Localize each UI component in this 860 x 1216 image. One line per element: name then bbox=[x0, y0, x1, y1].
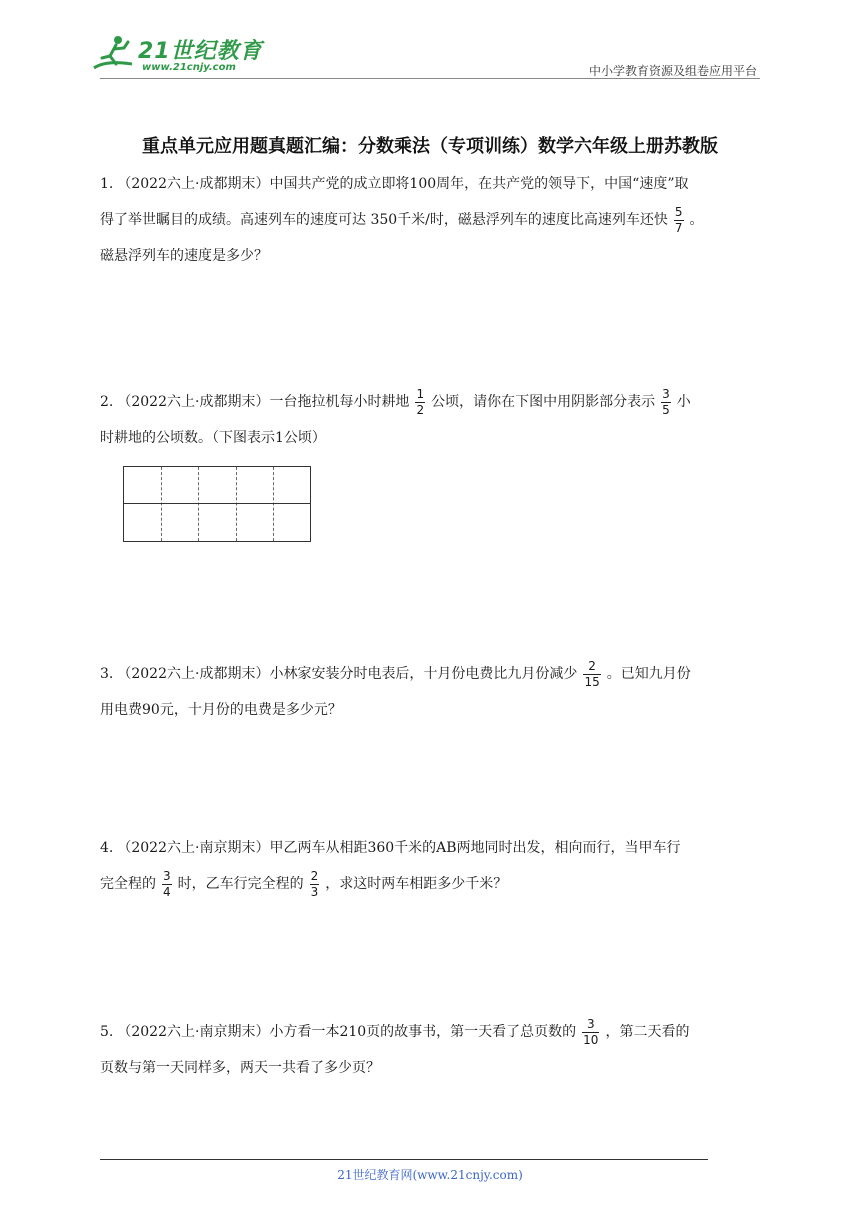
question-number: 3. bbox=[100, 666, 114, 682]
denominator: 3 bbox=[310, 884, 319, 899]
fraction bbox=[674, 206, 684, 235]
page-header bbox=[0, 0, 860, 80]
question-text: ，第二天看的 bbox=[605, 1024, 690, 1040]
denominator: 10 bbox=[583, 1032, 599, 1047]
question-text: 。 bbox=[689, 212, 704, 228]
question-text: （2022六上·成都期末）小林家安装分时电表后，十月份电费比九月份减少 bbox=[117, 666, 578, 682]
question-text: 磁悬浮列车的速度是多少？ bbox=[100, 248, 268, 264]
grid-line bbox=[161, 467, 162, 541]
fraction bbox=[162, 870, 172, 899]
question-text: 时，乙车行完全程的 bbox=[177, 876, 304, 892]
question-text: ，求这时两车相距多少千米？ bbox=[325, 876, 508, 892]
grid-line bbox=[198, 467, 199, 541]
question-text: 得了举世瞩目的成绩。高速列车的速度可达 350千米/时，磁悬浮列车的速度比高速列车还快 bbox=[100, 212, 668, 228]
numerator: 3 bbox=[662, 386, 670, 401]
numerator: 2 bbox=[310, 868, 319, 883]
question-text: （2022六上·南京期末）小方看一本210页的故事书，第一天看了总页数的 bbox=[117, 1024, 577, 1040]
fraction bbox=[583, 660, 600, 689]
document-title: 重点单元应用题真题汇编：分数乘法（专项训练）数学六年级上册苏教版 bbox=[142, 136, 718, 157]
question-number: 4. bbox=[100, 840, 114, 856]
denominator: 5 bbox=[662, 402, 670, 417]
platform-name: 中小学教育资源及组卷应用平台 bbox=[588, 64, 757, 78]
logo-text: 21世纪教育 bbox=[138, 39, 263, 64]
question-number: 2. bbox=[100, 394, 114, 410]
logo-url: www.21cnjy.com bbox=[142, 62, 236, 73]
question-2 bbox=[100, 384, 762, 456]
runner-logo-icon bbox=[92, 34, 136, 74]
question-4 bbox=[100, 830, 762, 902]
numerator: 2 bbox=[588, 658, 596, 673]
header-divider bbox=[100, 78, 760, 79]
question-1 bbox=[100, 166, 762, 274]
question-text: 页数与第一天同样多，两天一共看了多少页？ bbox=[100, 1060, 380, 1076]
question-text: （2022六上·成都期末）一台拖拉机每小时耕地 bbox=[117, 394, 410, 410]
question-number: 5. bbox=[100, 1024, 114, 1040]
question-5 bbox=[100, 1014, 762, 1086]
numerator: 5 bbox=[674, 204, 683, 219]
footer-divider bbox=[100, 1159, 708, 1160]
denominator: 4 bbox=[163, 884, 171, 899]
numerator: 3 bbox=[163, 868, 171, 883]
fraction bbox=[310, 870, 320, 899]
denominator: 15 bbox=[584, 674, 600, 689]
fraction bbox=[661, 388, 671, 417]
grid-line bbox=[273, 467, 274, 541]
question-text: 小 bbox=[676, 394, 691, 410]
question-text: （2022六上·南京期末）甲乙两车从相距360千米的AB两地同时出发，相向而行，当甲车行 bbox=[117, 840, 681, 856]
question-text: 用电费90元，十月份的电费是多少元？ bbox=[100, 702, 342, 718]
question-text: 时耕地的公顷数。（下图表示1公顷） bbox=[100, 430, 326, 446]
grid-line bbox=[236, 467, 237, 541]
grid-line bbox=[124, 503, 310, 504]
hectare-grid-figure bbox=[123, 466, 311, 542]
fraction bbox=[582, 1018, 599, 1047]
numerator: 1 bbox=[416, 386, 425, 401]
question-text: （2022六上·成都期末）中国共产党的成立即将100周年，在共产党的领导下，中国“速度”取 bbox=[117, 176, 689, 192]
fraction bbox=[415, 388, 425, 417]
question-text: 。已知九月份 bbox=[606, 666, 691, 682]
question-text: 完全程的 bbox=[100, 876, 156, 892]
numerator: 3 bbox=[586, 1016, 595, 1031]
question-3 bbox=[100, 656, 762, 728]
footer-link[interactable]: 21世纪教育网(www.21cnjy.com) bbox=[337, 1168, 523, 1182]
question-text: 公顷，请你在下图中用阴影部分表示 bbox=[431, 394, 656, 410]
denominator: 2 bbox=[416, 402, 425, 417]
question-number: 1. bbox=[100, 176, 114, 192]
denominator: 7 bbox=[674, 220, 683, 235]
site-logo[interactable] bbox=[92, 34, 272, 78]
